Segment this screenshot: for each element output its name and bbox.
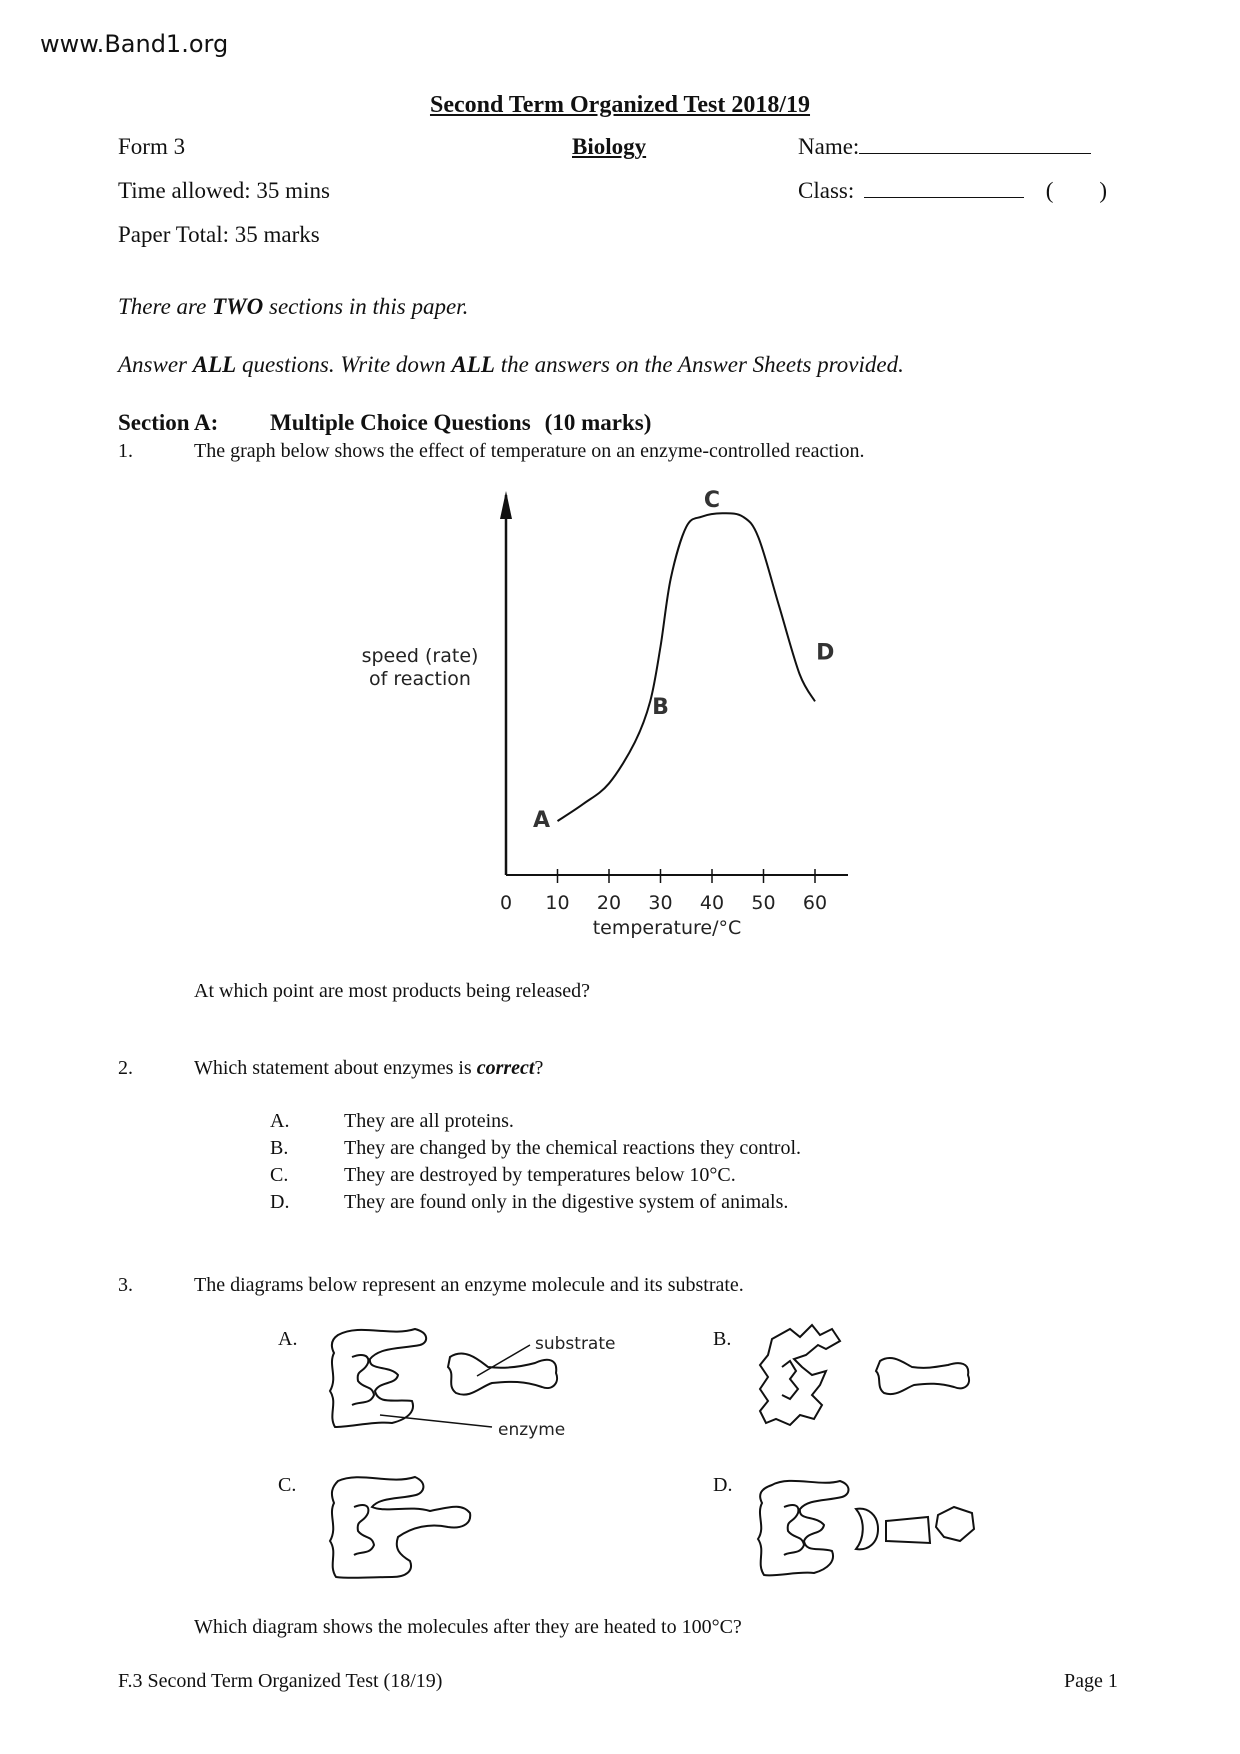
diagram-a[interactable] bbox=[330, 1329, 557, 1427]
diagram-d-substrate-piece-2 bbox=[886, 1517, 930, 1543]
point-label-b: B bbox=[652, 695, 669, 721]
substrate-label: substrate bbox=[535, 1334, 616, 1354]
diagram-d-enzyme bbox=[758, 1481, 849, 1576]
x-tick-label: 30 bbox=[648, 892, 673, 914]
y-axis-label-line2: of reaction bbox=[369, 668, 471, 690]
x-tick-label: 10 bbox=[545, 892, 570, 914]
substrate-pointer bbox=[477, 1345, 530, 1376]
diagram-d-substrate-piece-1 bbox=[856, 1509, 878, 1550]
diagram-d-letter[interactable]: D. bbox=[713, 1474, 733, 1496]
x-tick-label: 50 bbox=[751, 892, 776, 914]
y-axis-arrow bbox=[500, 491, 512, 519]
y-axis-label-line1: speed (rate) bbox=[361, 645, 479, 667]
name-field[interactable] bbox=[798, 134, 1091, 160]
footer-test-name: F.3 Second Term Organized Test (18/19) bbox=[118, 1670, 443, 1692]
diagram-b-enzyme bbox=[760, 1325, 840, 1425]
diagram-d-substrate-piece-3 bbox=[936, 1507, 974, 1541]
diagram-a-letter[interactable]: A. bbox=[278, 1328, 298, 1350]
q3-question: Which diagram shows the molecules after they are heated to 100°C? bbox=[194, 1616, 742, 1638]
q2-option-c[interactable]: C. They are destroyed by temperatures below 10°C. bbox=[270, 1164, 736, 1186]
point-label-d: D bbox=[816, 640, 835, 666]
diagram-b[interactable] bbox=[760, 1325, 969, 1425]
class-blank[interactable] bbox=[864, 197, 1024, 198]
paper-total: Paper Total: 35 marks bbox=[118, 222, 320, 247]
diagram-c-enzyme bbox=[330, 1477, 470, 1578]
x-tick-label: 60 bbox=[802, 892, 828, 914]
instruction-answer: Answer ALL questions. Write down ALL the answers on the Answer Sheets provided. bbox=[118, 352, 904, 377]
point-label-c: C bbox=[703, 488, 721, 513]
q1-graph bbox=[340, 485, 880, 955]
q2-text: Which statement about enzymes is correct? bbox=[194, 1057, 544, 1079]
q2-option-b[interactable]: B. They are changed by the chemical reactions they control. bbox=[270, 1137, 802, 1159]
subject-label: Biology bbox=[572, 134, 647, 159]
q3-number: 3. bbox=[118, 1274, 133, 1296]
diagram-a-substrate bbox=[448, 1354, 557, 1395]
q1-number: 1. bbox=[118, 440, 133, 462]
x-axis-label: temperature/°C bbox=[592, 917, 742, 939]
diagram-c-enzyme-inner bbox=[354, 1505, 374, 1555]
time-allowed: Time allowed: 35 mins bbox=[118, 178, 330, 203]
section-a-title: Multiple Choice Questions (10 marks) bbox=[270, 410, 652, 435]
q3-text: The diagrams below represent an enzyme molecule and its substrate. bbox=[194, 1274, 744, 1296]
diagram-c[interactable] bbox=[330, 1477, 470, 1578]
class-label: Class: bbox=[798, 178, 855, 203]
name-label: Name: bbox=[798, 134, 860, 159]
q2-number: 2. bbox=[118, 1057, 133, 1079]
instruction-sections: There are TWO sections in this paper. bbox=[118, 294, 469, 319]
class-number-paren: ( ) bbox=[1045, 178, 1108, 203]
x-tick-label: 0 bbox=[499, 892, 513, 914]
form-label: Form 3 bbox=[118, 134, 186, 159]
diagram-b-enzyme-inner bbox=[782, 1361, 798, 1399]
enzyme-diagrams bbox=[320, 1315, 1020, 1595]
diagram-d[interactable] bbox=[758, 1481, 974, 1576]
test-title: Second Term Organized Test 2018/19 bbox=[429, 92, 811, 118]
footer-page-number: Page 1 bbox=[1064, 1670, 1118, 1692]
rate-curve bbox=[558, 513, 816, 821]
x-tick-label: 40 bbox=[699, 892, 725, 914]
q2-option-a[interactable]: A. They are all proteins. bbox=[270, 1110, 514, 1132]
x-tick-label: 20 bbox=[596, 892, 622, 914]
point-labels bbox=[533, 488, 834, 833]
diagram-a-enzyme bbox=[330, 1329, 426, 1427]
q1-question: At which point are most products being released? bbox=[194, 980, 590, 1002]
section-a-label: Section A: bbox=[118, 410, 219, 435]
name-blank[interactable] bbox=[859, 153, 1091, 154]
site-url[interactable]: www.Band1.org bbox=[40, 30, 229, 58]
class-field[interactable] bbox=[798, 178, 1107, 204]
diagram-b-substrate bbox=[876, 1358, 969, 1394]
diagram-b-letter[interactable]: B. bbox=[713, 1328, 732, 1350]
q1-text: The graph below shows the effect of temperature on an enzyme-controlled reaction. bbox=[194, 440, 865, 462]
diagram-c-letter[interactable]: C. bbox=[278, 1474, 297, 1496]
enzyme-label: enzyme bbox=[498, 1420, 566, 1440]
q2-option-d[interactable]: D. They are found only in the digestive system of animals. bbox=[270, 1191, 789, 1213]
point-label-a: A bbox=[532, 808, 551, 834]
